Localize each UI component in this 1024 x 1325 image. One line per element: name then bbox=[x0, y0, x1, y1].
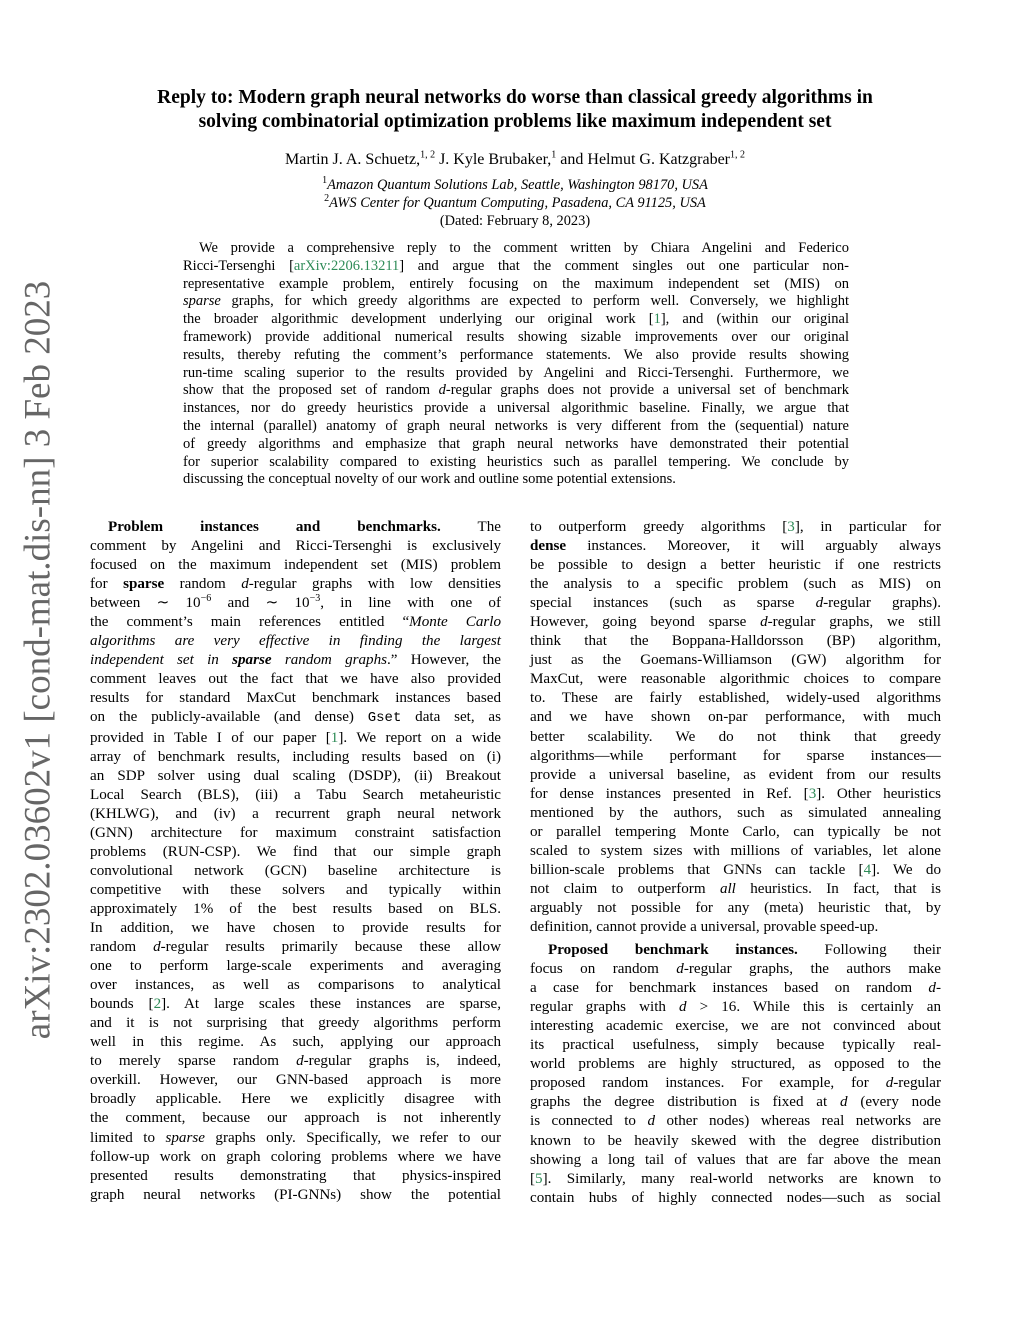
body-line: over instances, as well as comparisons to analytical bbox=[90, 977, 501, 994]
body-line: interesting academic exercise, we are not convinced about bbox=[530, 1018, 941, 1035]
arxiv-sidebar-stamp bbox=[14, 280, 62, 1040]
affiliation-2-text: AWS Center for Quantum Computing, Pasadena, CA 91125, USA bbox=[329, 195, 706, 211]
body-text: [ bbox=[530, 1170, 536, 1187]
body-text: > 16. While this is certainly an bbox=[686, 999, 941, 1016]
abstract-line bbox=[183, 293, 849, 311]
math-d: d bbox=[241, 576, 249, 593]
body-text: -regular graphs, we still bbox=[767, 614, 941, 631]
body-line: focused on the maximum independent set (MIS) problem bbox=[90, 557, 501, 574]
abstract-line: the internal (parallel) anatomy of graph neural networks is very different from the (sequential) nature bbox=[183, 417, 849, 434]
abstract-line: results, thereby refuting the comment’s performance statements. We also provide results showing bbox=[183, 346, 849, 363]
body-line: results for standard MaxCut benchmark instances based bbox=[90, 690, 501, 707]
math-d: d bbox=[153, 939, 161, 956]
abstract-text: show that the proposed set of random bbox=[183, 382, 439, 399]
author-katzgraber-affil: 1, 2 bbox=[730, 149, 746, 161]
affiliation-2 bbox=[80, 194, 950, 212]
abstract-line: discussing the conceptual novelty of our work and outline some potential extensions. bbox=[183, 471, 676, 488]
gset-dataset-name: Gset bbox=[367, 710, 402, 727]
affiliation-1-text: Amazon Quantum Solutions Lab, Seattle, Washington 98170, USA bbox=[327, 177, 708, 193]
body-line: better scalability. We do not think that greedy bbox=[530, 728, 941, 745]
body-line: and it is not surprising that greedy algorithms perform bbox=[90, 1015, 501, 1032]
body-column-left bbox=[90, 518, 501, 1205]
body-line: showing a long tail of values that are far above the mean bbox=[530, 1151, 941, 1168]
body-emphasis: sparse bbox=[123, 576, 165, 593]
body-line bbox=[90, 708, 501, 728]
body-text: instances. Moreover, it will arguably always bbox=[566, 538, 941, 555]
body-line bbox=[530, 1170, 941, 1189]
body-line: definition, cannot provide a universal, provable speed-up. bbox=[530, 918, 879, 935]
body-text: , in line with one of bbox=[320, 595, 501, 612]
abstract-line bbox=[183, 258, 849, 276]
body-text: heuristics. In fact, that is bbox=[735, 880, 941, 897]
body-text: - bbox=[935, 980, 941, 997]
body-text: focus on random bbox=[530, 961, 677, 978]
body-text: The bbox=[440, 519, 501, 535]
body-line: be possible to design a better heuristic if one restricts bbox=[530, 557, 941, 574]
ref-link-2[interactable]: 2 bbox=[153, 996, 162, 1013]
body-line bbox=[90, 613, 501, 632]
body-column-right bbox=[530, 518, 941, 1208]
arxiv-identifier: arXiv:2302.03602v1 [cond-mat.dis-nn] 3 Feb 2023 bbox=[17, 280, 59, 1040]
body-line: array of benchmark results, including results based on (i) bbox=[90, 748, 501, 765]
body-text: -regular graphs). bbox=[823, 595, 941, 612]
body-line bbox=[90, 938, 501, 957]
body-line: comment by Angelini and Ricci-Tersenghi is exclusively bbox=[90, 538, 501, 555]
body-text: Following their bbox=[797, 942, 941, 959]
body-line bbox=[530, 861, 941, 880]
body-line bbox=[90, 594, 501, 613]
body-text: to merely sparse random bbox=[90, 1053, 297, 1070]
body-line bbox=[90, 651, 501, 670]
body-line: presented results demonstrating that physics-inspired bbox=[90, 1167, 501, 1184]
body-line: algorithms—while performant for sparse instances— bbox=[530, 747, 941, 764]
author-brubaker-affil: 1 bbox=[551, 149, 557, 161]
body-line bbox=[530, 613, 941, 632]
ref-link-1[interactable]: 1 bbox=[653, 311, 661, 328]
quoted-title: Monte Carlo bbox=[409, 614, 502, 631]
body-line bbox=[530, 998, 941, 1017]
body-line bbox=[530, 960, 941, 979]
body-text: -regular graphs is, indeed, bbox=[303, 1053, 501, 1070]
quoted-title: random graphs bbox=[271, 652, 388, 669]
abstract-line: for superior scalability compared to existing heuristics such as parallel tempering. We conclude by bbox=[183, 453, 849, 470]
body-line bbox=[530, 537, 941, 556]
body-text: -regular graphs, the authors make bbox=[683, 961, 942, 978]
body-text: random bbox=[90, 939, 154, 956]
affiliations bbox=[80, 176, 950, 230]
body-line: think that the Boppana-Halldorsson (BP) algorithm, bbox=[530, 633, 941, 650]
author-katzgraber: and Helmut G. Katzgraber bbox=[556, 151, 731, 168]
abstract-text: Ricci-Tersenghi [ bbox=[183, 257, 294, 274]
body-text: .” However, the bbox=[387, 652, 502, 669]
body-text: ]. We report on a wide bbox=[338, 729, 501, 746]
section-heading-proposed-benchmark: Proposed benchmark instances. bbox=[548, 942, 798, 959]
body-emphasis: all bbox=[719, 880, 736, 897]
date-line: (Dated: February 8, 2023) bbox=[439, 213, 591, 229]
body-line: its practical usefulness, simply because typically real- bbox=[530, 1037, 941, 1054]
author-schuetz: Martin J. A. Schuetz, bbox=[284, 151, 421, 168]
quoted-title-emphasis: sparse bbox=[232, 652, 272, 669]
body-line: Local Search (BLS), (iii) a Tabu Search metaheuristic bbox=[90, 786, 501, 803]
affiliation-2-marker: 2 bbox=[324, 193, 330, 205]
body-text: and ∼ 10 bbox=[211, 595, 310, 612]
body-text: for dense instances presented in Ref. [ bbox=[530, 785, 809, 802]
body-line: MaxCut, were reasonable algorithmic choices to compare bbox=[530, 671, 941, 688]
abstract-emphasis: sparse bbox=[183, 293, 221, 310]
affiliation-1-marker: 1 bbox=[322, 175, 328, 187]
body-text: -regular results primarily because these allow bbox=[160, 939, 501, 956]
abstract-text: -regular graphs does not provide a universal set of benchmark bbox=[445, 382, 849, 399]
math-d: d bbox=[840, 1094, 848, 1111]
abstract-text: graphs, for which greedy algorithms are expected to perform well. Conversely, we highlight bbox=[220, 293, 849, 310]
body-line bbox=[90, 1052, 501, 1071]
body-line: algorithms are very effective in finding the largest bbox=[90, 633, 501, 650]
author-list bbox=[80, 150, 950, 170]
body-text: bounds [ bbox=[90, 996, 154, 1013]
body-line: the comment, because our approach is not inherently bbox=[90, 1110, 501, 1127]
ref-link-4[interactable]: 4 bbox=[863, 861, 872, 878]
body-line: provide a universal baseline, as evident from our results bbox=[530, 766, 941, 783]
ref-link-3[interactable]: 3 bbox=[787, 519, 795, 535]
ref-link-5[interactable]: 5 bbox=[535, 1170, 543, 1187]
body-line: or parallel tempering Monte Carlo, can typically be not bbox=[530, 823, 941, 840]
body-line bbox=[90, 1129, 501, 1148]
body-text: ]. Similarly, many real-world networks are known to bbox=[542, 1170, 941, 1187]
math-d: d bbox=[296, 1053, 304, 1070]
body-line bbox=[90, 995, 501, 1014]
body-text: limited to bbox=[90, 1129, 166, 1146]
body-line bbox=[530, 979, 941, 998]
math-d: d bbox=[760, 614, 768, 631]
body-line: follow-up work on graph coloring problems where we have bbox=[90, 1148, 501, 1165]
body-text: special instances (such as sparse bbox=[530, 595, 816, 612]
title-line-2: solving combinatorial optimization problems like maximum independent set bbox=[198, 111, 832, 132]
body-text: to outperform greedy algorithms [ bbox=[530, 519, 788, 535]
body-text: (every node bbox=[847, 1094, 942, 1111]
body-text: ]. At large scales these instances are sparse, bbox=[161, 996, 501, 1013]
body-line: competitive with these solvers and typically within bbox=[90, 881, 501, 898]
abstract-line bbox=[183, 382, 849, 400]
body-line: the analysis to a specific problem (such as MIS) on bbox=[530, 576, 941, 593]
ref-link-1[interactable]: 1 bbox=[330, 729, 339, 746]
body-line: arguably not possible for any (meta) heuristic that, by bbox=[530, 899, 941, 916]
body-line: known to be heavily skewed with the degree distribution bbox=[530, 1132, 941, 1149]
author-brubaker: J. Kyle Brubaker, bbox=[435, 151, 552, 168]
arxiv-comment-link[interactable]: arXiv:2206.13211 bbox=[293, 257, 400, 274]
math-d: d bbox=[928, 980, 936, 997]
paper-title bbox=[80, 86, 950, 134]
body-text: ]. We do bbox=[871, 861, 941, 878]
author-schuetz-affil: 1, 2 bbox=[420, 149, 436, 161]
abstract-text: the broader algorithmic development underlying our original work [ bbox=[183, 311, 654, 328]
abstract-line bbox=[183, 311, 849, 329]
body-text: ]. Other heuristics bbox=[816, 785, 941, 802]
ref-link-3[interactable]: 3 bbox=[808, 785, 817, 802]
body-line: (GNN) architecture for maximum constraint satisfaction bbox=[90, 824, 501, 841]
abstract-line: representative example problem, entirely focusing on the maximum independent set (MIS) on bbox=[183, 275, 849, 292]
body-text: proposed random instances. For example, for bbox=[530, 1075, 886, 1092]
body-line: scaled to system sizes with millions of variables, let alone bbox=[530, 842, 941, 859]
body-line: just as the Goemans-Williamson (GW) algorithm for bbox=[530, 652, 941, 669]
body-line: convolutional network (GCN) baseline architecture is bbox=[90, 862, 501, 879]
body-text: a case for benchmark instances based on random bbox=[530, 980, 929, 997]
body-line: comment leaves out the fact that we have also provided bbox=[90, 671, 501, 688]
body-line: (KHLWG), and (iv) a recurrent graph neural network bbox=[90, 805, 501, 822]
exponent: −3 bbox=[309, 593, 321, 605]
abstract-line: framework) provide additional numerical results showing sizable improvements over our original bbox=[183, 328, 849, 345]
body-text: on the publicly-available (and dense) bbox=[90, 709, 368, 726]
abstract-line: run-time scaling superior to the results provided by Angelini and Ricci-Tersenghi. Furthermore, we bbox=[183, 364, 849, 381]
body-text: provided in Table I of our paper [ bbox=[90, 729, 331, 746]
abstract-text: ] and argue that the comment singles out one particular non- bbox=[399, 257, 849, 274]
abstract-line: of greedy algorithms and emphasize that graph neural networks have demonstrated their potential bbox=[183, 435, 849, 452]
body-text: However, going beyond sparse bbox=[530, 614, 761, 631]
math-d: d bbox=[438, 382, 446, 399]
body-line: problems (RUN-CSP). We find that our simple graph bbox=[90, 843, 501, 860]
affiliation-1 bbox=[80, 176, 950, 194]
body-text: -regular graphs with low densities bbox=[248, 576, 501, 593]
body-text: the comment’s main references entitled “ bbox=[90, 614, 410, 631]
body-line bbox=[530, 1093, 941, 1112]
body-line bbox=[530, 518, 941, 537]
body-line bbox=[530, 941, 941, 960]
body-line bbox=[530, 785, 941, 804]
body-line: an SDP solver using dual scaling (DSDP), (ii) Breakout bbox=[90, 767, 501, 784]
body-line: In addition, we have chosen to provide results for bbox=[90, 919, 501, 936]
abstract bbox=[183, 240, 849, 489]
title-line-1: Reply to: Modern graph neural networks do worse than classical greedy algorithms in bbox=[157, 87, 873, 108]
body-text: billion-scale problems that GNNs can tackle [ bbox=[530, 861, 864, 878]
body-text: not claim to outperform bbox=[530, 880, 720, 897]
body-text: -regular bbox=[893, 1075, 941, 1092]
body-text: is connected to bbox=[530, 1113, 648, 1130]
quoted-title: independent set in bbox=[90, 652, 233, 669]
body-line bbox=[530, 594, 941, 613]
body-line bbox=[530, 880, 941, 899]
body-line: overkill. However, our GNN-based approach is more bbox=[90, 1072, 501, 1089]
body-line: to. These are fairly established, widely-used algorithms bbox=[530, 690, 941, 707]
body-line: well in this regime. As such, applying our approach bbox=[90, 1034, 501, 1051]
body-emphasis: sparse bbox=[165, 1129, 205, 1146]
abstract-line: We provide a comprehensive reply to the comment written by Chiara Angelini and Federico bbox=[199, 240, 849, 256]
body-line: approximately 1% of the best results based on BLS. bbox=[90, 900, 501, 917]
exponent: −6 bbox=[200, 593, 212, 605]
body-line bbox=[530, 1112, 941, 1131]
body-line: mentioned by the authors, such as simulated annealing bbox=[530, 804, 941, 821]
body-line: broadly applicable. Here we explicitly disagree with bbox=[90, 1091, 501, 1108]
body-line bbox=[90, 729, 501, 748]
body-line: one to perform large-scale experiments and averaging bbox=[90, 958, 501, 975]
abstract-text: ], and (within our original bbox=[660, 311, 849, 328]
section-heading-problem-instances: Problem instances and benchmarks. bbox=[108, 519, 441, 535]
body-line: contain hubs of highly connected nodes—such as social bbox=[530, 1189, 941, 1206]
body-text: regular graphs with bbox=[530, 999, 680, 1016]
body-text: ], in particular for bbox=[794, 519, 941, 535]
math-d: d bbox=[676, 961, 684, 978]
body-line: graph neural networks (PI-GNNs) show the potential bbox=[90, 1186, 501, 1203]
math-d: d bbox=[885, 1075, 894, 1092]
body-text: data set, as bbox=[401, 709, 502, 726]
body-text: random bbox=[164, 576, 242, 593]
body-line bbox=[90, 518, 501, 537]
body-text: between ∼ 10 bbox=[90, 595, 201, 612]
body-line: and we have shown on-par performance, with much bbox=[530, 709, 941, 726]
math-d: d bbox=[647, 1113, 655, 1130]
body-text: graphs the degree distribution is fixed at bbox=[530, 1094, 840, 1111]
abstract-line: instances, nor do greedy heuristics provide a universal algorithmic baseline. Finally, we argue that bbox=[183, 400, 849, 417]
body-line bbox=[530, 1074, 941, 1093]
body-text: for bbox=[90, 576, 124, 593]
math-d: d bbox=[815, 595, 824, 612]
body-text: other nodes) whereas real networks are bbox=[655, 1113, 941, 1130]
math-d: d bbox=[679, 999, 687, 1016]
body-text: graphs only. Specifically, we refer to our bbox=[204, 1129, 501, 1146]
body-line bbox=[90, 575, 501, 594]
body-emphasis: dense bbox=[530, 538, 567, 555]
body-line: world problems are highly structured, as opposed to the bbox=[530, 1056, 941, 1073]
